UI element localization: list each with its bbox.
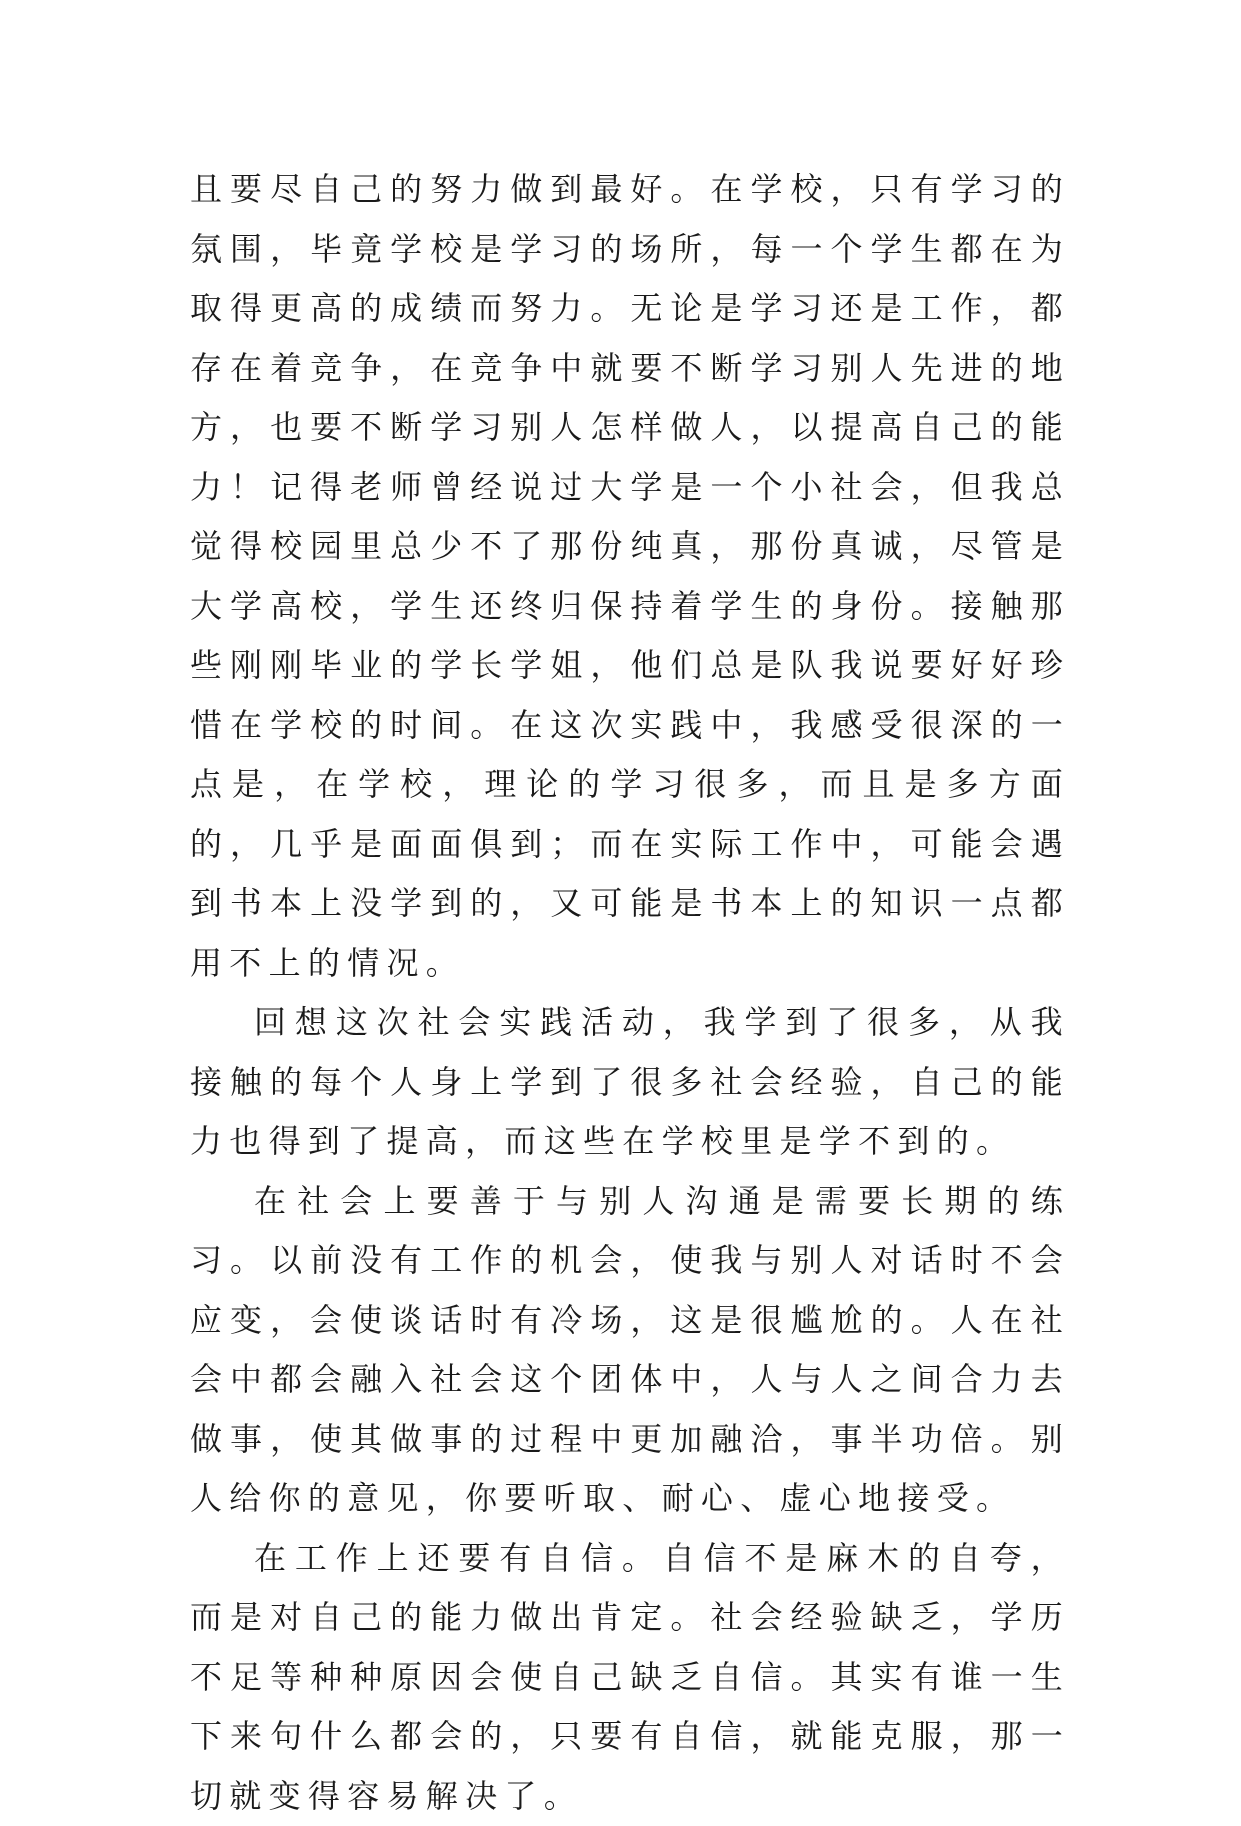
document-body bbox=[190, 160, 1070, 1826]
paragraph-2: 回想这次社会实践活动，我学到了很多，从我接触的每个人身上学到了很多社会经验，自己的能力也得到了提高，而这些在学校里是学不到的。 bbox=[190, 993, 1070, 1172]
paragraph-1: 且要尽自己的努力做到最好。在学校，只有学习的氛围，毕竟学校是学习的场所，每一个学生都在为取得更高的成绩而努力。无论是学习还是工作，都存在着竞争，在竞争中就要不断学习别人先进的地方，也要不断学习别人怎样做人，以提高自己的能力！记得老师曾经说过大学是一个小社会，但我总觉得校园里总少不了那份纯真，那份真诚，尽管是大学高校，学生还终归保持着学生的身份。接触那些刚刚毕业的学长学姐，他们总是队我说要好好珍惜在学校的时间。在这次实践中，我感受很深的一点是，在学校，理论的学习很多，而且是多方面的，几乎是面面俱到；而在实际工作中，可能会遇到书本上没学到的，又可能是书本上的知识一点都用不上的情况。 bbox=[190, 160, 1070, 993]
paragraph-4: 在工作上还要有自信。自信不是麻木的自夸，而是对自己的能力做出肯定。社会经验缺乏，学历不足等种种原因会使自己缺乏自信。其实有谁一生下来句什么都会的，只要有自信，就能克服，那一切就变得容易解决了。 bbox=[190, 1529, 1070, 1826]
paragraph-3: 在社会上要善于与别人沟通是需要长期的练习。以前没有工作的机会，使我与别人对话时不会应变，会使谈话时有冷场，这是很尴尬的。人在社会中都会融入社会这个团体中，人与人之间合力去做事，使其做事的过程中更加融洽，事半功倍。别人给你的意见，你要听取、耐心、虚心地接受。 bbox=[190, 1172, 1070, 1529]
